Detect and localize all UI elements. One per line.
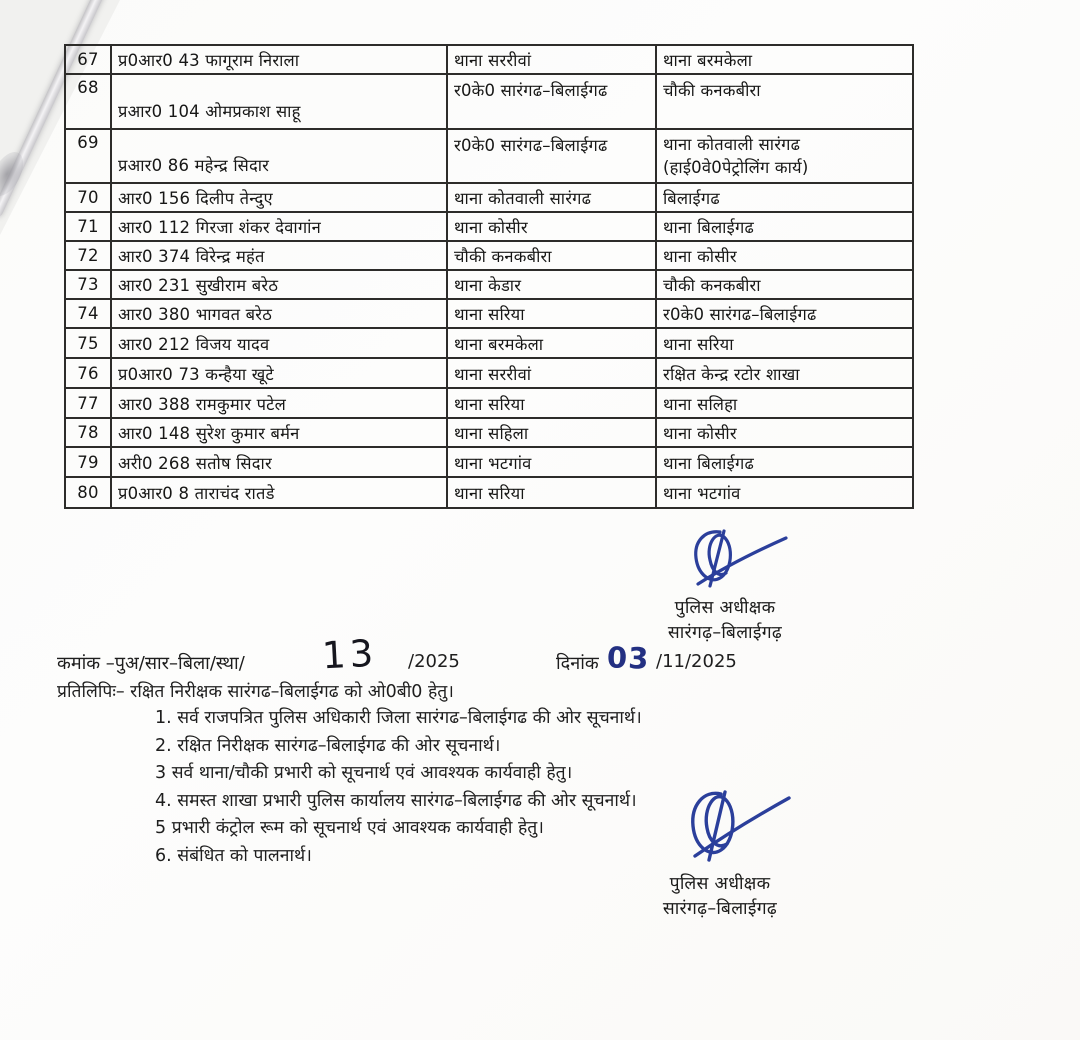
copies-item: 6. संबंधित को पालनार्थ। xyxy=(155,845,312,866)
serial-cell: 74 xyxy=(65,299,111,328)
table-row xyxy=(65,447,913,477)
to-posting-cell: बिलाईगढ xyxy=(656,183,913,212)
signature-block-top xyxy=(640,528,810,646)
to-posting-cell: र0के0 सारंगढ–बिलाईगढ xyxy=(656,299,913,328)
from-posting-cell: थाना सरिया xyxy=(447,299,656,328)
from-posting-cell: थाना भटगांव xyxy=(447,447,656,477)
serial-cell: 78 xyxy=(65,418,111,447)
date-label: दिनांक xyxy=(556,653,599,674)
to-posting-cell: चौकी कनकबीरा xyxy=(656,74,913,129)
signature-icon xyxy=(645,786,795,872)
signatory-title: पुलिस अधीक्षक xyxy=(674,598,776,618)
serial-cell: 69 xyxy=(65,129,111,183)
table-row xyxy=(65,358,913,388)
to-posting-cell: थाना बिलाईगढ xyxy=(656,447,913,477)
from-posting-cell: थाना सररीवां xyxy=(447,358,656,388)
from-posting-cell: थाना कोसीर xyxy=(447,212,656,241)
table-row xyxy=(65,299,913,328)
name-cell: आर0 212 विजय यादव xyxy=(111,328,447,358)
name-cell: आर0 388 रामकुमार पटेल xyxy=(111,388,447,418)
table-row xyxy=(65,241,913,270)
to-posting-cell: थाना कोसीर xyxy=(656,241,913,270)
to-posting-cell xyxy=(656,129,913,183)
signatory-title: पुलिस अधीक्षक xyxy=(669,874,771,894)
reference-year: /2025 xyxy=(408,651,460,672)
to-posting-line2: (हाई0वे0पेट्रोलिंग कार्य) xyxy=(663,158,809,177)
table-row xyxy=(65,477,913,508)
serial-cell: 68 xyxy=(65,74,111,129)
name-cell: आर0 112 गिरजा शंकर देवागांन xyxy=(111,212,447,241)
table-row xyxy=(65,183,913,212)
date-day-handwritten: 03 xyxy=(606,640,650,676)
from-posting-cell: थाना बरमकेला xyxy=(447,328,656,358)
name-cell: प्र0आर0 73 कन्हैया खूटे xyxy=(111,358,447,388)
serial-cell: 71 xyxy=(65,212,111,241)
table-row xyxy=(65,270,913,299)
serial-cell: 76 xyxy=(65,358,111,388)
reference-prefix: कमांक –पुअ/सार–बिला/स्था/ xyxy=(57,653,245,674)
to-posting-cell: थाना सरिया xyxy=(656,328,913,358)
serial-cell: 79 xyxy=(65,447,111,477)
name-cell: आर0 156 दिलीप तेन्दुए xyxy=(111,183,447,212)
name-cell: आर0 148 सुरेश कुमार बर्मन xyxy=(111,418,447,447)
copies-item: 5 प्रभारी कंट्रोल रूम को सूचनार्थ एवं आवश्यक कार्यवाही हेतु। xyxy=(155,818,544,839)
from-posting-cell: थाना सरिया xyxy=(447,388,656,418)
from-posting-cell: र0के0 सारंगढ–बिलाईगढ xyxy=(447,129,656,183)
table-row xyxy=(65,212,913,241)
copies-item: 4. समस्त शाखा प्रभारी पुलिस कार्यालय सारंगढ–बिलाईगढ की ओर सूचनार्थ। xyxy=(155,790,637,811)
serial-cell: 75 xyxy=(65,328,111,358)
name-cell: प्रआर0 86 महेन्द्र सिदार xyxy=(111,129,447,183)
to-posting-cell: थाना कोसीर xyxy=(656,418,913,447)
copies-item: 3 सर्व थाना/चौकी प्रभारी को सूचनार्थ एवं आवश्यक कार्यवाही हेतु। xyxy=(155,763,573,784)
to-posting-line1: थाना कोतवाली सारंगढ xyxy=(663,135,801,154)
copies-heading: प्रतिलिपिः– रक्षित निरीक्षक सारंगढ–बिलाईगढ को ओ0बी0 हेतु। xyxy=(57,682,454,702)
from-posting-cell: थाना कोतवाली सारंगढ xyxy=(447,183,656,212)
from-posting-cell: थाना सहिला xyxy=(447,418,656,447)
table-row xyxy=(65,74,913,129)
to-posting-cell: थाना बरमकेला xyxy=(656,45,913,74)
copies-item: 2. रक्षित निरीक्षक सारंगढ–बिलाईगढ की ओर सूचनार्थ। xyxy=(155,735,501,756)
signature-icon xyxy=(658,528,793,596)
table-row xyxy=(65,418,913,447)
copies-item: 1. सर्व राजपत्रित पुलिस अधिकारी जिला सारंगढ–बिलाईगढ की ओर सूचनार्थ। xyxy=(155,708,642,728)
table-row xyxy=(65,45,913,74)
serial-cell: 73 xyxy=(65,270,111,299)
from-posting-cell: थाना सररीवां xyxy=(447,45,656,74)
to-posting-cell: थाना भटगांव xyxy=(656,477,913,508)
name-cell: प्र0आर0 8 ताराचंद रातडे xyxy=(111,477,447,508)
copies-list xyxy=(155,705,642,871)
serial-cell: 77 xyxy=(65,388,111,418)
to-posting-cell: रक्षित केन्द्र रटोर शाखा xyxy=(656,358,913,388)
name-cell: आर0 380 भागवत बरेठ xyxy=(111,299,447,328)
from-posting-cell: थाना केडार xyxy=(447,270,656,299)
serial-cell: 67 xyxy=(65,45,111,74)
to-posting-cell: थाना बिलाईगढ xyxy=(656,212,913,241)
from-posting-cell: र0के0 सारंगढ–बिलाईगढ xyxy=(447,74,656,129)
from-posting-cell: चौकी कनकबीरा xyxy=(447,241,656,270)
table-row xyxy=(65,129,913,183)
transfer-roster-table xyxy=(64,44,914,509)
signatory-district: सारंगढ़–बिलाईगढ़ xyxy=(667,623,783,643)
signatory-district: सारंगढ़–बिलाईगढ़ xyxy=(662,899,778,919)
from-posting-cell: थाना सरिया xyxy=(447,477,656,508)
table-row xyxy=(65,388,913,418)
serial-cell: 80 xyxy=(65,477,111,508)
date-month-year: /11/2025 xyxy=(656,651,737,672)
name-cell: अरी0 268 सतोष सिदार xyxy=(111,447,447,477)
serial-cell: 72 xyxy=(65,241,111,270)
name-cell: आर0 231 सुखीराम बरेठ xyxy=(111,270,447,299)
table-row xyxy=(65,328,913,358)
to-posting-cell: चौकी कनकबीरा xyxy=(656,270,913,299)
name-cell: आर0 374 विरेन्द्र महंत xyxy=(111,241,447,270)
signature-block-bottom xyxy=(630,786,810,922)
reference-number-handwritten: 13 xyxy=(320,631,379,678)
name-cell: प्रआर0 104 ओमप्रकाश साहू xyxy=(111,74,447,129)
name-cell: प्र0आर0 43 फागूराम निराला xyxy=(111,45,447,74)
serial-cell: 70 xyxy=(65,183,111,212)
to-posting-cell: थाना सलिहा xyxy=(656,388,913,418)
